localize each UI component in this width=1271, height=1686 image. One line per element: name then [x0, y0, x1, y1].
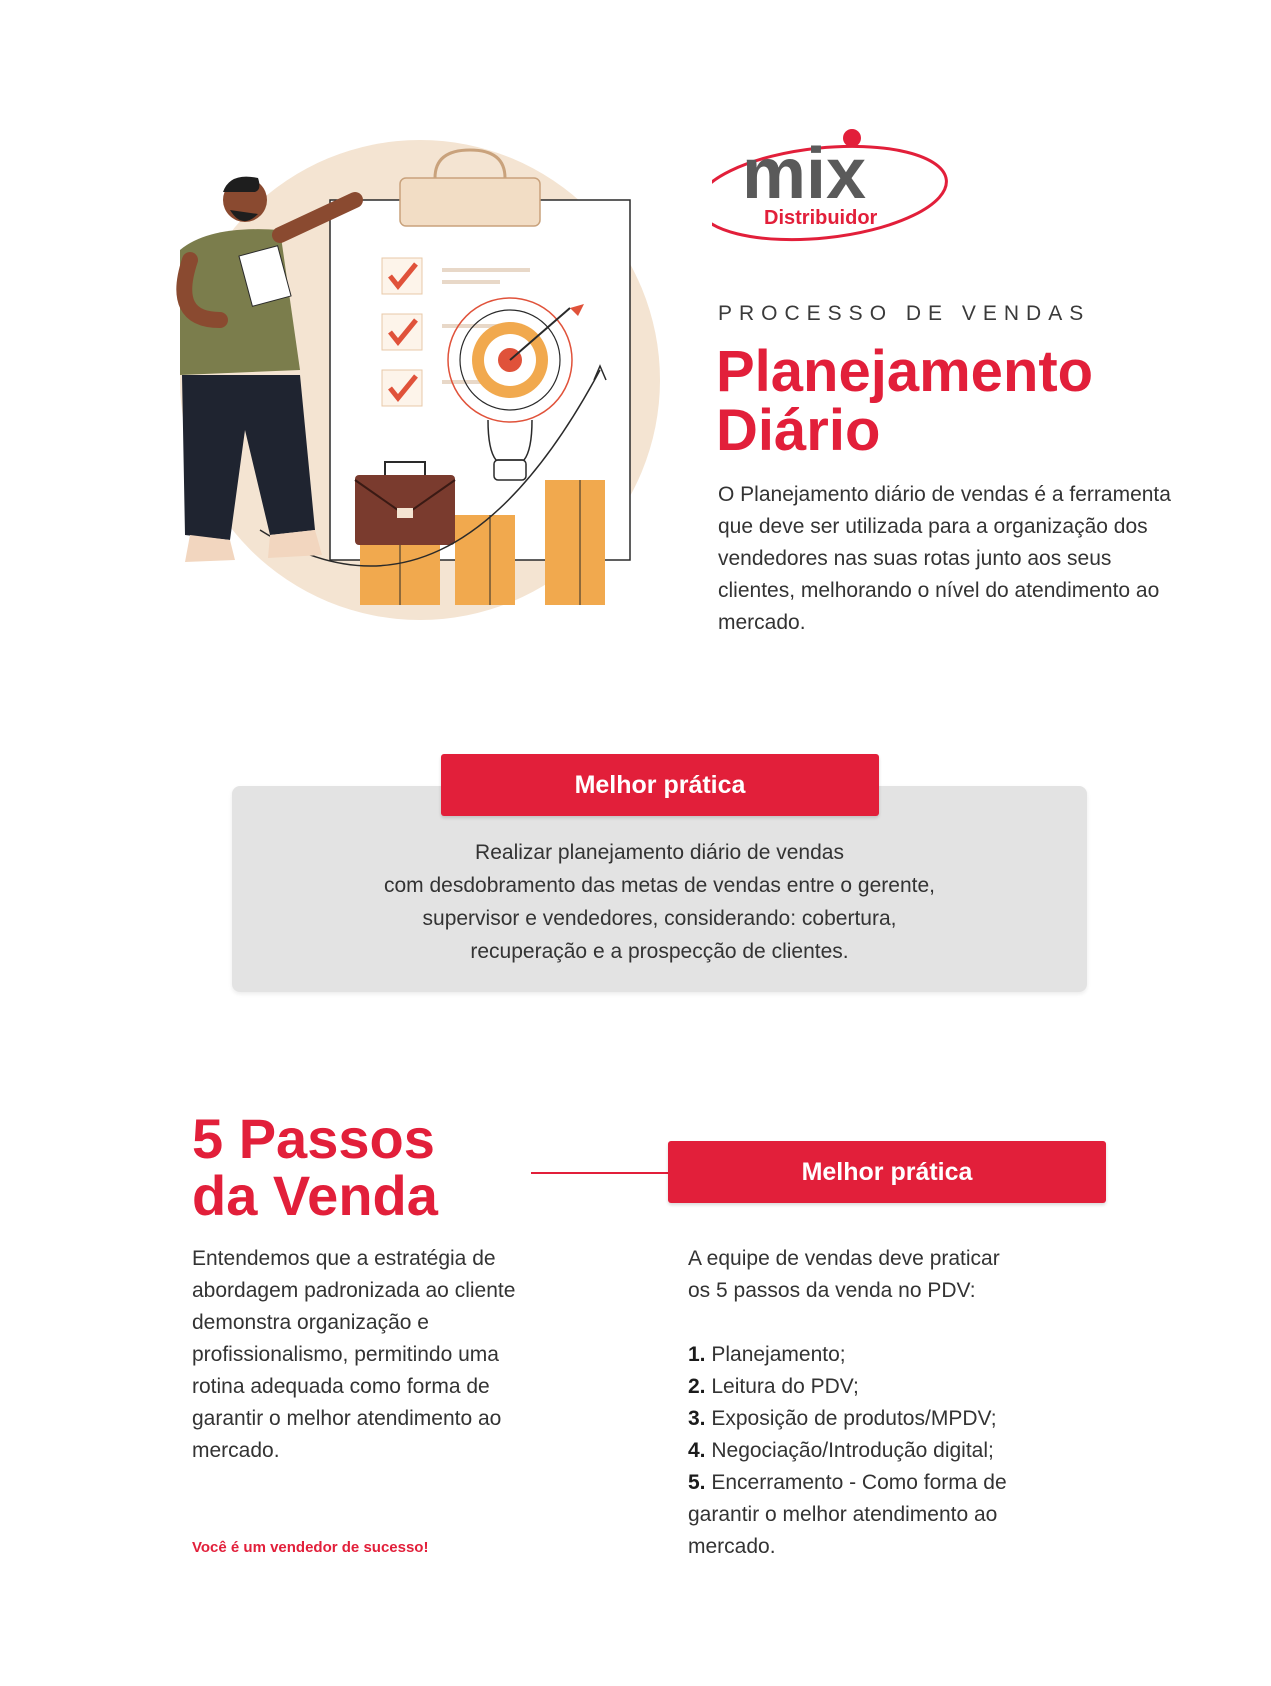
- clipboard-target-illustration: [150, 130, 670, 650]
- step-number: 1.: [688, 1343, 706, 1366]
- step-text: Encerramento - Como forma de garantir o melhor atendimento ao mercado.: [688, 1471, 1007, 1558]
- section-eyebrow: PROCESSO DE VENDAS: [718, 302, 1091, 325]
- steps-title-line1: 5 Passos: [192, 1107, 435, 1170]
- company-logo: [712, 128, 972, 248]
- steps-title-line2: da Venda: [192, 1164, 438, 1228]
- best-practice-tag-2: Melhor prática: [668, 1141, 1106, 1203]
- best-practice-line: Realizar planejamento diário de vendas: [475, 841, 844, 864]
- step-item: [688, 1435, 1078, 1467]
- best-practice-tag: Melhor prática: [441, 754, 879, 816]
- step-item: [688, 1467, 1078, 1563]
- step-text: Planejamento;: [705, 1343, 846, 1366]
- intro-paragraph: O Planejamento diário de vendas é a ferramenta que deve ser utilizada para a organização dos vendedores nas suas rotas junto aos seus clientes, melhorando o nível do atendimento ao mercado.: [718, 483, 1171, 634]
- step-number: 3.: [688, 1407, 706, 1430]
- step-item: [688, 1371, 1078, 1403]
- team-instruction-line: os 5 passos da venda no PDV:: [688, 1279, 976, 1302]
- page-title: [716, 339, 1094, 464]
- page-title-line2: Diário: [716, 398, 881, 464]
- steps-title: [192, 1107, 438, 1228]
- step-text: Negociação/Introdução digital;: [705, 1439, 994, 1462]
- step-number: 2.: [688, 1375, 706, 1398]
- best-practice-line: recuperação e a prospecção de clientes.: [470, 940, 849, 963]
- clipboard-clip: [400, 178, 540, 226]
- step-text: Leitura do PDV;: [705, 1375, 859, 1398]
- success-note: Você é um vendedor de sucesso!: [192, 1539, 429, 1556]
- team-instruction: [688, 1243, 1078, 1307]
- connector-line: [531, 1172, 669, 1174]
- best-practice-line: supervisor e vendedores, considerando: cobertura,: [422, 907, 897, 930]
- steps-intro-paragraph: Entendemos que a estratégia de abordagem padronizada ao cliente demonstra organização e profissionalismo, permitindo uma rotina adequada como forma de garantir o melhor atendimento ao mercado.: [192, 1247, 516, 1462]
- team-instruction-line: A equipe de vendas deve praticar: [688, 1247, 1000, 1270]
- step-number: 5.: [688, 1471, 706, 1494]
- steps-list: [688, 1339, 1078, 1563]
- step-text: Exposição de produtos/MPDV;: [705, 1407, 997, 1430]
- step-item: [688, 1403, 1078, 1435]
- best-practice-line: com desdobramento das metas de vendas entre o gerente,: [383, 874, 935, 897]
- best-practice-text: [232, 836, 1087, 968]
- planning-illustration: [150, 130, 670, 650]
- logo-wordmark: mix: [742, 134, 867, 214]
- step-number: 4.: [688, 1439, 706, 1462]
- logo-subtitle: Distribuidor: [764, 207, 878, 229]
- step-item: [688, 1339, 1078, 1371]
- page-title-line1: Planejamento: [716, 339, 1094, 404]
